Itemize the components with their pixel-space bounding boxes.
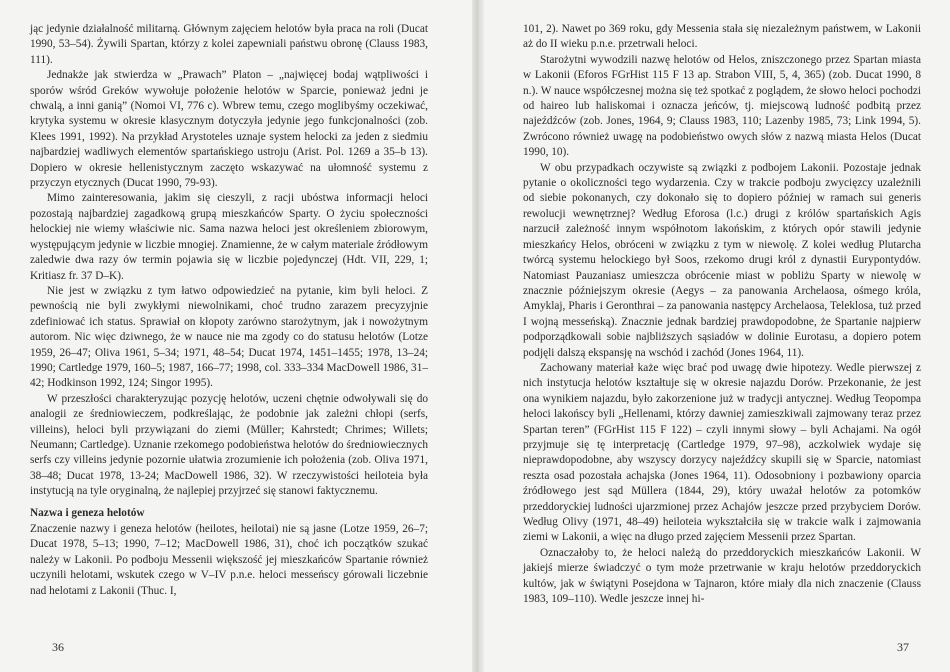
paragraph: Starożytni wywodzili nazwę helotów od Helos, zniszczonego przez Spartan miasta w Lakonii (Eforos FGrHist 115 F 13 ap. Strabon VIII, 5, 4, 365) (zob. Ducat 1990, 8 n.). W nauce współczesnej można się też spotkać z poglądem, że słowo heloci pochodzi od haireo lub haliskomai i oznacza jeńców, tj. miejscową ludność podbitą przez najeźdźców (zob. Jones, 1964, 9; Clauss 1983, 110; Lazenby 1985, 73; Link 1994, 5). Zwrócono również uwagę na podobieństwo owych słów z nazwą miasta Helos (Ducat 1990, 10). bbox=[523, 53, 921, 159]
section-heading: Nazwa i geneza helotów bbox=[30, 506, 145, 519]
page-number-left: 36 bbox=[52, 640, 64, 654]
paragraph: Znaczenie nazwy i geneza helotów (heilotes, heilotai) nie są jasne (Lotze 1959, 26–7; Ducat 1978, 5–13; 1990, 7–12; MacDowell 1986, 31), choć ich początków szukać należy w Lakonii. Po podboju Messenii większość jej mieszkańców Spartanie również uczynili helotami, wskutek czego w V–IV p.n.e. heloci messeńscy górowali liczebnie nad helotami z Lakonii (Thuc. I, bbox=[30, 523, 428, 597]
paragraph: Nie jest w związku z tym łatwo odpowiedzieć na pytanie, kim byli heloci. Z pewnością nie byli zwykłymi niewolnikami, choć trudno zarazem precyzyjnie zdefiniować ich status. Sprawiał on kłopoty zarówno starożytnym, jak i nowożytnym autorom. Nic więc dziwnego, że w nauce nie ma zgody co do statusu helotów (Lotze 1959, 26–47; Oliva 1961, 5–34; 1971, 48–54; Ducat 1974, 1451–1455; 1978, 13–24; 1990; Cartledge 1979, 160–5; 1987, 166–77; 1998, col. 333–334 MacDowell 1986, 31–42; Hodkinson 1992, 124; Singor 1995). bbox=[30, 284, 428, 390]
paragraph: Oznaczałoby to, że heloci należą do przeddoryckich mieszkańców Lakonii. W jakiejś mierze świadczyć o tym może przetrwanie w kraju helotów przeddoryckich kultów, jak w świątyni Posejdona w Tajnaron, które miały dla nich znaczenie (Clauss 1983, 109–110). Wedle jeszcze innej hi- bbox=[523, 546, 921, 606]
paragraph: Zachowany materiał każe więc brać pod uwagę dwie hipotezy. Wedle pierwszej z nich instytucja helotów kształtuje się w okresie najazdu Dorów. Przekonanie, że jest ona wynikiem najazdu, było zakorzenione już w tradycji antycznej. Według Teopompa heloci lakońscy byli „Hellenami, którzy dawniej zamieszkiwali zajmowany teraz przez Spartan teren” (FGrHist 115 F 122) – czyli innymi słowy – byli Achajami. Na ogół przyjmuje się tę interpretację (Cartledge 1979, 97–98), aczkolwiek wydaje się nieprawdopodobne, aby wszyscy dorzycy najeźdźcy skupili się w Sparcie, natomiast reszta osad pozostała achajska (Jones 1964, 11). Odosobniony i pozbawiony oparcia źródłowego jest sąd Müllera (1844, 29), który uważał helotów za potomków przeddoryckiej ludności ujarzmionej przez Achajów jeszcze przed przybyciem Dorów. Według Olivy (1971, 48–49) heiloteia wykształciła się w trakcie walk i zajmowania ziemi w Lakonii, a więc na długo przed zajęciem Messenii przez Spartan. bbox=[523, 361, 921, 544]
paragraph: 101, 2). Nawet po 369 roku, gdy Messenia stała się niezależnym państwem, w Lakonii aż do II wieku p.n.e. przetrwali heloci. bbox=[523, 23, 921, 51]
page-number-right: 37 bbox=[897, 640, 909, 654]
paragraph: Mimo zainteresowania, jakim się cieszyli, z racji ubóstwa informacji heloci pozostają najbardziej zagadkową grupą mieszkańców Sparty. O życiu społeczności helockiej nie wiemy właściwie nic. Sama nazwa heloci jest określeniem zbiorowym, występującym jedynie w liczbie mnogiej. Znamienne, że w całym materiale źródłowym zaledwie dwa razy ów termin pojawia się w liczbie pojedynczej (Hdt. VII, 229, 1; Kritiasz fr. 37 D–K). bbox=[30, 192, 428, 282]
paragraph: Jednakże jak stwierdza w „Prawach” Platon – „najwięcej bodaj wątpliwości i sporów wśród Greków wywołuje położenie helotów w Sparcie, ponieważ jedni je chwalą, a inni ganią” (Nomoi VI, 776 c). Wbrew temu, czego moglibyśmy oczekiwać, krytyka systemu w okresie klasycznym dotyczyła jedynie jego funkcjonalności (zob. Klees 1991, 1992). Na przykład Arystoteles uznaje system helocki za jeden z siedmiu najbardziej wadliwych elementów spartańskiego ustroju (Arist. Pol. 1269 a 35–b 13). Dopiero w okresie hellenistycznym zaczęto wskazywać na ułomność systemu z przyczyn etycznych (Ducat 1990, 79-93). bbox=[30, 69, 428, 190]
right-page bbox=[523, 22, 921, 607]
paragraph: W przeszłości charakteryzując pozycję helotów, uczeni chętnie odwoływali się do analogii ze średniowieczem, podkreślając, że podobnie jak zależni chłopi (serfs, villeins), heloci byli przywiązani do ziemi (Müller; Kahrstedt; Chrimes; Willets; Neumann; Cartledge). Uznanie rzekomego podobieństwa helotów do średniowiecznych serfs czy villeins jedynie pozornie ułatwia zrozumienie ich położenia (zob. Oliva 1971, 38–48; Ducat 1978, 13-24; MacDowell 1986, 32). W rzeczywistości heiloteia była instytucją na tyle oryginalną, że najlepiej przyjrzeć się stanowi faktycznemu. bbox=[30, 392, 428, 498]
book-gutter bbox=[472, 0, 484, 672]
left-page bbox=[30, 22, 428, 599]
paragraph: W obu przypadkach oczywiste są związki z podbojem Lakonii. Pozostaje jednak pytanie o okoliczności tego wydarzenia. Czy w trakcie podboju zwycięzcy uzależnili od siebie pokonanych, czy dokonało się to dopiero później w ramach sui generis rewolucji wewnętrznej? Według Eforosa (l.c.) drugi z królów spartańskich Agis narzucił zależność innym współnotom lakońskim, z których opór stawili jedynie mieszkańcy Helos, obróceni w związku z tym w niewolę. Z kolei według Plutarcha twórcą systemu helockiego był Soos, rzekomo drugi król z dynastii Eurypontydów. Natomiast Pauzaniasz umieszcza obrócenie miast w pobliżu Sparty w niewolę w znacznie późniejszym okresie (Aegys – za panowania Archelaosa, ośmego króla, Amyklaj, Pharis i Geronthrai – za panowania następcy Archelaosa, Teleklosa, tuż przed I wojną messeńską). Znacznie jednak bardziej prawdopodobne, że Spartanie najpierw podporządkowali sobie najbliższych sąsiadów w dolinie Eurotasu, a dopiero potem podjęli dalszą ekspansję na wschód i zachód (Jones 1964, 11). bbox=[523, 161, 921, 359]
paragraph: jąc jedynie działalność militarną. Głównym zajęciem helotów była praca na roli (Ducat 1990, 53–54). Żywili Spartan, którzy z kolei zapewniali państwu obronę (Clauss 1983, 111). bbox=[30, 23, 428, 66]
